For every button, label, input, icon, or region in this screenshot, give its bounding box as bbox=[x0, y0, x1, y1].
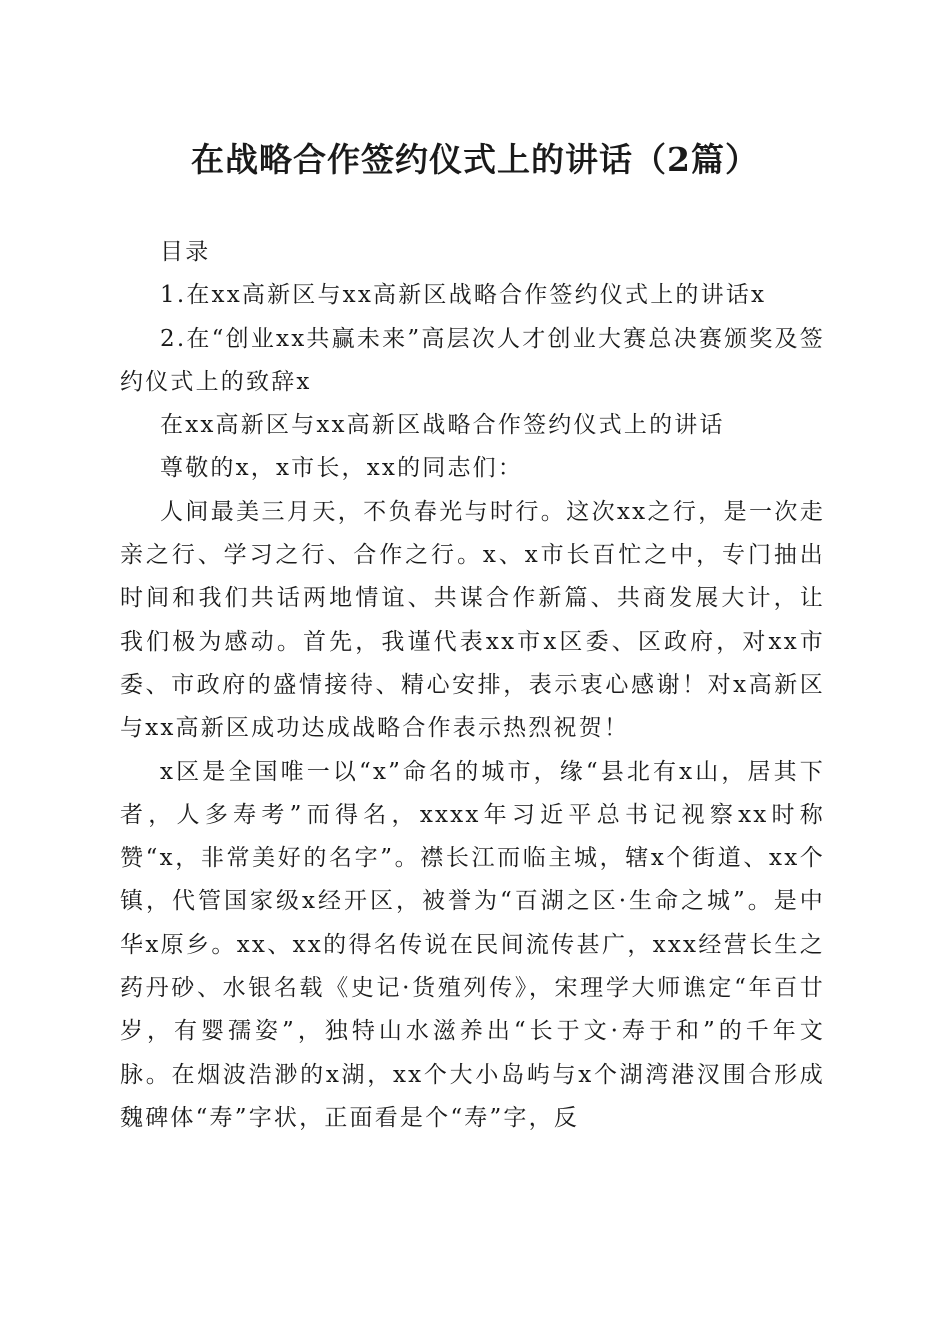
toc-item-2: 2.在“创业xx共赢未来”高层次人才创业大赛总决赛颁奖及签约仪式上的致辞x bbox=[120, 325, 825, 395]
document-body bbox=[120, 231, 825, 1140]
toc-item-1: 1.在xx高新区与xx高新区战略合作签约仪式上的讲话x bbox=[160, 282, 767, 309]
toc-heading: 目录 bbox=[160, 239, 211, 265]
body-paragraph-2: x区是全国唯一以“x”命名的城市，缘“县北有x山，居其下者，人多寿考”而得名，xxxx年习近平总书记视察xx时称赞“x，非常美好的名字”。襟长江而临主城，辖x个街道、xx个镇，代管国家级x经开区，被誉为“百湖之区·生命之城”。是中华x原乡。xx、xx的得名传说在民间流传甚广，xxx经营长生之药丹砂、水银名载《史记·货殖列传》，宋理学大师谯定“年百廿岁，有婴孺姿”，独特山水滋养出“长于文·寿于和”的千年文脉。在烟波浩渺的x湖，xx个大小岛屿与x个湖湾港汊围合形成魏碑体“寿”字状，正面看是个“寿”字，反 bbox=[120, 758, 825, 1131]
speech-title: 在xx高新区与xx高新区战略合作签约仪式上的讲话 bbox=[160, 412, 725, 439]
body-paragraph-1: 人间最美三月天，不负春光与时行。这次xx之行，是一次走亲之行、学习之行、合作之行。x、x市长百忙之中，专门抽出时间和我们共话两地情谊、共谋合作新篇、共商发展大计，让我们极为感动。首先，我谨代表xx市x区委、区政府，对xx市委、市政府的盛情接待、精心安排，表示衷心感谢！对x高新区与xx高新区成功达成战略合作表示热烈祝贺！ bbox=[120, 498, 825, 742]
salutation: 尊敬的x，x市长，xx的同志们： bbox=[160, 455, 524, 482]
document-title: 在战略合作签约仪式上的讲话（2篇） bbox=[191, 140, 759, 179]
